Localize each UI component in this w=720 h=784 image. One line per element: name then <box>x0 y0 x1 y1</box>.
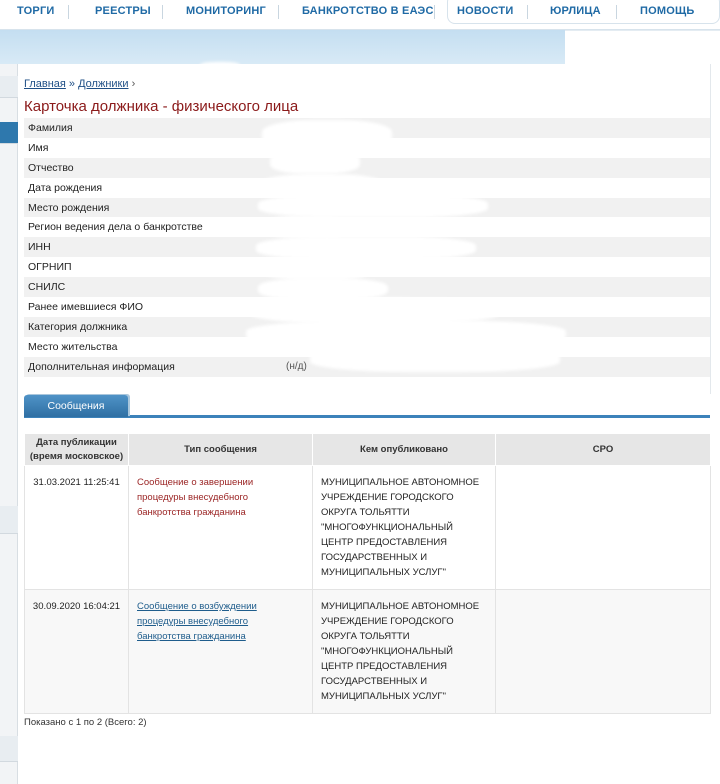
field-label: ИНН <box>28 241 51 254</box>
field-value: (н/д) <box>286 361 307 373</box>
column-header-publisher: Кем опубликовано <box>313 434 496 466</box>
field-label: Категория должника <box>28 320 128 333</box>
header-band <box>0 30 565 64</box>
message-publisher: МУНИЦИПАЛЬНОЕ АВТОНОМНОЕ УЧРЕЖДЕНИЕ ГОРОДСКОГО ОКРУГА ТОЛЬЯТТИ "МНОГОФУНКЦИОНАЛЬНЫЙ ЦЕНТР ПРЕДОСТАВЛЕНИЯ ГОСУДАРСТВЕННЫХ И МУНИЦИПАЛЬНЫХ УСЛУГ" <box>313 466 496 590</box>
message-sro <box>496 590 711 714</box>
column-header-date: Дата публикации (время московское) <box>25 434 129 466</box>
table-row <box>25 590 711 714</box>
info-row <box>24 217 710 237</box>
nav-separator <box>616 5 617 19</box>
field-label: Место жительства <box>28 340 118 353</box>
redaction-mark <box>258 278 388 300</box>
breadcrumb <box>24 78 135 90</box>
nav-item-help[interactable]: ПОМОЩЬ <box>640 5 695 17</box>
nav-item-torgi[interactable]: ТОРГИ <box>17 5 55 17</box>
message-type-cell <box>129 466 313 590</box>
table-header-row <box>25 434 711 466</box>
field-label: Ранее имевшиеся ФИО <box>28 300 144 313</box>
nav-item-bankruptcy-eaes[interactable]: БАНКРОТСТВО В ЕАЭС <box>302 5 434 17</box>
breadcrumb-debtors-link[interactable]: Должники <box>78 78 129 90</box>
nav-item-reestry[interactable]: РЕЕСТРЫ <box>95 5 151 17</box>
sidebar-tab[interactable] <box>0 506 18 534</box>
message-type-link[interactable]: Сообщение о возбуждении процедуры внесудебного банкротства гражданина <box>137 601 257 642</box>
redaction-mark <box>262 174 382 196</box>
breadcrumb-tail: › <box>128 78 136 90</box>
page-title: Карточка должника - физического лица <box>24 98 299 115</box>
info-row <box>24 158 710 178</box>
redaction-mark <box>246 320 566 348</box>
tab-messages[interactable]: Сообщения <box>24 395 128 417</box>
top-navigation <box>0 0 720 30</box>
messages-table <box>24 433 711 714</box>
field-label: Отчество <box>28 161 74 174</box>
nav-separator <box>68 5 69 19</box>
field-label: ОГРНИП <box>28 261 72 274</box>
breadcrumb-home-link[interactable]: Главная <box>24 78 66 90</box>
tabs-bar <box>24 394 710 418</box>
redaction-mark <box>262 120 392 150</box>
message-type-cell <box>129 590 313 714</box>
nav-separator <box>527 5 528 19</box>
field-label: Регион ведения дела о банкротстве <box>28 221 203 234</box>
redaction-mark <box>262 216 352 238</box>
pagination-summary: Показано с 1 по 2 (Всего: 2) <box>24 717 147 728</box>
sidebar-tab[interactable] <box>0 76 18 98</box>
field-label: Фамилия <box>28 121 73 134</box>
field-label: СНИЛС <box>28 281 66 294</box>
breadcrumb-separator: » <box>65 78 79 90</box>
redaction-mark <box>258 194 488 218</box>
header-band-right <box>565 30 720 64</box>
column-header-type: Тип сообщения <box>129 434 313 466</box>
column-header-sro: СРО <box>496 434 711 466</box>
left-sidebar <box>0 64 18 784</box>
redaction-mark <box>270 150 360 174</box>
field-label: Дополнительная информация <box>28 360 175 373</box>
table-row <box>25 466 711 590</box>
nav-item-monitoring[interactable]: МОНИТОРИНГ <box>186 5 266 17</box>
redaction-mark <box>200 62 240 70</box>
redaction-mark <box>256 236 476 260</box>
message-type-link[interactable]: Сообщение о завершении процедуры внесудебного банкротства гражданина <box>137 477 254 518</box>
sidebar-tab-active[interactable] <box>0 122 18 144</box>
message-date: 31.03.2021 11:25:41 <box>25 466 129 590</box>
field-label: Имя <box>28 141 49 154</box>
nav-item-news[interactable]: НОВОСТИ <box>457 5 514 17</box>
nav-separator <box>162 5 163 19</box>
message-date: 30.09.2020 16:04:21 <box>25 590 129 714</box>
redaction-mark <box>310 346 560 372</box>
sidebar-tab[interactable] <box>0 736 18 762</box>
field-label: Место рождения <box>28 201 110 214</box>
nav-separator <box>434 5 435 19</box>
message-publisher: МУНИЦИПАЛЬНОЕ АВТОНОМНОЕ УЧРЕЖДЕНИЕ ГОРОДСКОГО ОКРУГА ТОЛЬЯТТИ "МНОГОФУНКЦИОНАЛЬНЫЙ ЦЕНТР ПРЕДОСТАВЛЕНИЯ ГОСУДАРСТВЕННЫХ И МУНИЦИПАЛЬНЫХ УСЛУГ" <box>313 590 496 714</box>
message-sro <box>496 466 711 590</box>
right-edge <box>710 64 720 394</box>
nav-item-legal-entities[interactable]: ЮРЛИЦА <box>550 5 601 17</box>
field-label: Дата рождения <box>28 181 103 194</box>
redaction-mark <box>262 258 372 280</box>
nav-separator <box>278 5 279 19</box>
